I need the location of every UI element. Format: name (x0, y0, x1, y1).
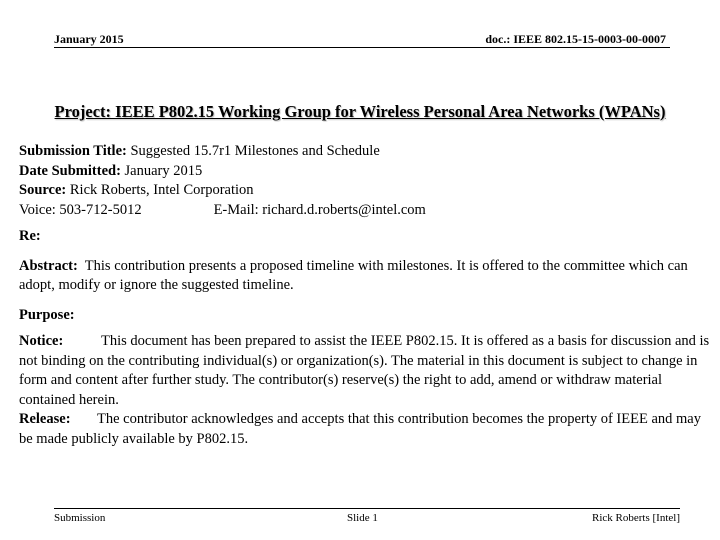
footer-divider (54, 508, 680, 509)
contact-line (19, 201, 710, 221)
release-label: Release: (19, 411, 71, 427)
notice-text: This document has been prepared to assist the IEEE P802.15. It is offered as a basis for discussion and is not binding on the contributing individual(s) or organization(s). The material in this document is subject to change in form and content after further study. The contributor(s) reserve(s) the right to add, amend or withdraw material contained herein. (19, 333, 710, 408)
release-paragraph (19, 410, 710, 449)
submission-title-line (19, 142, 710, 162)
voice-text: Voice: 503-712-5012 (19, 201, 142, 218)
page-title: Project: IEEE P802.15 Working Group for Wireless Personal Area Networks (WPANs) (54, 102, 666, 121)
date-submitted-line (19, 162, 710, 182)
source-value: Rick Roberts, Intel Corporation (69, 182, 254, 198)
date-submitted-value: January 2015 (124, 162, 203, 179)
source-label: Source: (19, 182, 67, 198)
slide-number: Slide 1 (347, 512, 378, 524)
submission-body (19, 142, 710, 449)
footer-left: Submission (54, 512, 106, 524)
purpose-label: Purpose: (19, 306, 75, 323)
abstract-label: Abstract: (19, 257, 78, 274)
notice-paragraph (19, 332, 710, 410)
submission-title-value: Suggested 15.7r1 Milestones and Schedule (130, 143, 380, 159)
header-date: January 2015 (54, 32, 124, 46)
notice-label: Notice: (19, 333, 64, 349)
header-divider (54, 47, 670, 48)
header-doc-id: doc.: IEEE 802.15-15-0003-00-0007 (485, 32, 666, 46)
source-line (19, 181, 710, 201)
date-submitted-label: Date Submitted: (19, 162, 121, 179)
abstract-text: This contribution presents a proposed timeline with milestones. It is offered to the committee which can adopt, modify or ignore the suggested timeline. (19, 257, 688, 293)
re-label: Re: (19, 228, 41, 244)
email-text: E-Mail: richard.d.roberts@intel.com (213, 201, 426, 218)
submission-title-label: Submission Title: (19, 143, 127, 159)
abstract-paragraph (19, 257, 710, 296)
release-text: The contributor acknowledges and accepts that this contribution becomes the property of IEEE and may be made publicly available by P802.15. (19, 411, 701, 447)
footer-author: Rick Roberts [Intel] (592, 512, 680, 524)
